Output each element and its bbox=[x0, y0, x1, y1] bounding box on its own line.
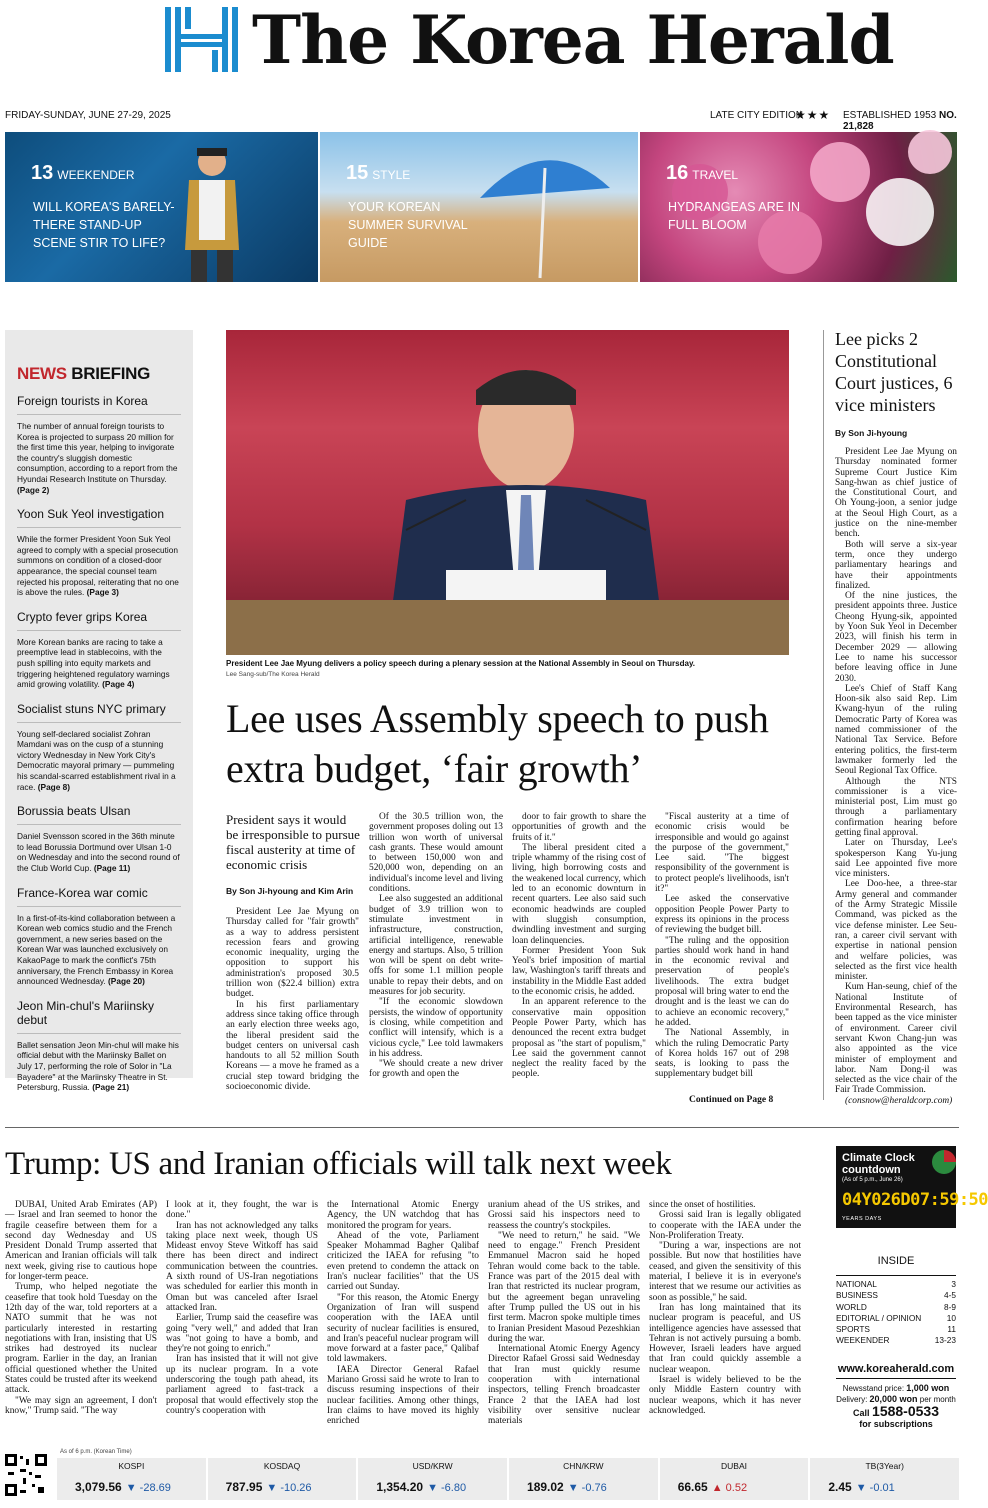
briefing-item-body: More Korean banks are racing to take a preemptive lead in stablecoins, with the push spilling into equity markets and triggering heightened regulatory warnings amid growing volatility. (Page 4) bbox=[17, 636, 170, 690]
promo-weekender[interactable] bbox=[5, 132, 318, 282]
market-as-of: As of 6 p.m. (Korean Time) bbox=[60, 1449, 132, 1455]
inside-index bbox=[836, 1255, 956, 1347]
side-story-body: President Lee Jae Myung on Thursday nominated former Supreme Court Justice Kim Sang-hwan as chief justice of the Constitutional Court, and Oh Young-joon, a senior judge at the Seoul High Court, as a justice on the nine-member bench. Both will serve a six-year term, once they undergo parliamentary hearings and have their appointments finalized. Of the nine justices, the president appoints three. Justice Cheong Hyung-sik, appointed by Yoon Suk Yeol in December 2023, will finish his term in December 2029 — allowing Lee to name his successor before leaving office in June 2030. Lee's Chief of Staff Kang Hoon-sik also said Rep. Lim Kwang-hyun of the ruling Democratic Party of Korea was named commissioner of the National Tax Service. Before entering politics, the first-term lawmaker formerly led the Seoul Regional Tax Office. Although the NTS commissioner is a vice-ministerial post, Lim must go through a parliamentary confirmation hearing before getting final approval. Later on Thursday, Lee's spokesperson Kang Yu-jung said Lee appointed five more vice ministers. Lee Doo-hee, a three-star Army general and commander of the Army Strategic Missile Command, was picked as the vice defense minister. Lee Seu-ran, a career civil servant with expertise in national pension and welfare policies, was selected as the first vice health minister. Kum Han-seung, chief of the National Institute of Environmental Research, has been tapped as the vice minister of environment. Career civil servant Kwon Chang-jun was also appointed as the vice minister of employment and labor. Nam Dong-il was selected as the vice chair of the Fair Trade Commission. (consnow@heraldcorp.com) bbox=[835, 447, 957, 1106]
briefing-item-title: Borussia beats Ulsan bbox=[17, 804, 181, 825]
briefing-item-title: Crypto fever grips Korea bbox=[17, 610, 181, 631]
briefing-item[interactable] bbox=[17, 886, 181, 987]
climate-clock-digits: 04Y026D07:59:50 bbox=[842, 1190, 988, 1210]
paper-name: The Korea Herald bbox=[252, 1, 894, 79]
edition-label: LATE CITY EDITION bbox=[710, 110, 803, 121]
market-chn-krw: CHN/KRW 189.02 ▼ -0.76 bbox=[507, 1458, 658, 1500]
briefing-item-title: Jeon Min-chul's Mariinsky debut bbox=[17, 999, 181, 1034]
briefing-item[interactable] bbox=[17, 610, 181, 690]
edition-stars: ★★★ bbox=[795, 108, 831, 122]
briefing-item[interactable] bbox=[17, 702, 181, 793]
main-photo bbox=[226, 330, 789, 655]
inside-row[interactable]: EDITORIAL / OPINION 10 bbox=[836, 1312, 956, 1323]
inside-row[interactable]: SPORTS 11 bbox=[836, 1324, 956, 1335]
market-kospi: KOSPI 3,079.56 ▼ -28.69 bbox=[55, 1458, 206, 1500]
promo-headline: HYDRANGEAS ARE IN FULL BLOOM bbox=[668, 200, 800, 232]
president-speech-photo-icon bbox=[226, 330, 789, 655]
climate-clock-units: YEARS DAYS bbox=[842, 1216, 882, 1222]
main-story-column-4: "Fiscal austerity at a time of economic crisis would be irresponsible and would go against the purpose of the government," Lee said. "The biggest responsibility of the government is to protect people's livelihoods, isn't it?" Lee asked the conservative opposition People Power Party to express its opinions in the process of reviewing the budget bill. "The ruling and the opposition parties should work hand in hand in the economic revival and preservation of people's livelihoods. The extra budget proposal will bring water to end the drought and is the least we can do to achieve an economic recovery," he added. The National Assembly, in which the ruling Democratic Party of Korea holds 167 out of 298 seats, is looking to pass the supplementary budget bill bbox=[655, 812, 789, 1080]
inside-title: INSIDE bbox=[877, 1255, 915, 1267]
subscription-info: Call 1588-0533 for subscriptions bbox=[853, 1403, 939, 1429]
briefing-title: NEWS BRIEFING bbox=[17, 364, 151, 383]
side-headline[interactable]: Lee picks 2 Constitutional Court justices, 6 vice ministers bbox=[835, 329, 953, 415]
climate-clock-title: Climate Clock countdown bbox=[842, 1152, 915, 1176]
promo-page-number: 16 TRAVEL bbox=[666, 162, 739, 184]
comedian-photo-icon bbox=[177, 140, 247, 282]
briefing-item-title: Yoon Suk Yeol investigation bbox=[17, 507, 181, 528]
briefing-item-body: Young self-declared socialist Zohran Mamdani was on the cusp of a stunning victory Wednesday in New York City's Democratic mayoral primary — pummeling his scandal-scarred establishment rival in a race. (Page 8) bbox=[17, 728, 176, 792]
main-story-column-2: Of the 30.5 trillion won, the government proposes doling out 13 trillion won worth of universal cash grants. These would amount to between 150,000 won and 520,000 won, depending on an individual's income level and living conditions. Lee also suggested an additional budget of 3.9 trillion won to stimulate investment in infrastructure, construction, artificial intelligence, renewable energy and startups. Also, 5 trillion won will be spent on debt write-offs for some 1.1 million people unable to repay their debts, and on measures for job security. "If the economic slowdown persists, the window of opportunity is closing, while competition and conflict will intensify, which is a vicious cycle," Lee told lawmakers in his address. "We should create a new driver for growth and open the bbox=[369, 812, 503, 1080]
briefing-item-title: Socialist stuns NYC primary bbox=[17, 702, 181, 723]
inside-row[interactable]: WORLD 8-9 bbox=[836, 1301, 956, 1312]
briefing-item-title: France-Korea war comic bbox=[17, 886, 181, 907]
main-story-column-1: President Lee Jae Myung on Thursday called for "fair growth" as a way to address persistent recession fears and growing economic inequality, urging the opposition to support his administration's proposed 30.5 trillion won ($22.4 billion) extra budget. In his first parliamentary address since taking office through an early election three weeks ago, the liberal president said the budget centers on universal cash handouts to all 52 million South Koreans — a move he framed as a crucial step toward bridging the socioeconomic divide. bbox=[226, 907, 359, 1093]
market-tb-3year: TB(3Year) 2.45 ▼ -0.01 bbox=[808, 1458, 959, 1500]
second-story-column-2: I look at it, they fought, the war is done." Iran has not acknowledged any talks taking place next week, though US Mideast envoy Steve Witkoff has said there has been direct and indirect communication between the countries. A sixth round of US-Iran negotiations was scheduled for earlier this month in Oman but was canceled after Israel attacked Iran. Earlier, Trump said the ceasefire was going "very well," and added that Iran was "not going to have a bomb, and they're not going to enrich." Iran has insisted that it will not give up its nuclear program. In a vote underscoring the tough path ahead, its parliament agreed to fast-track a proposal that would effectively stop the country's cooperation with bbox=[166, 1200, 318, 1416]
price-info: Newsstand price: 1,000 won Delivery: 20,000 won per month bbox=[836, 1383, 956, 1404]
briefing-item-body: In a first-of-its-kind collaboration between a Korean web comics studio and the French government, a new series based on the Korean War was launched exclusively on KakaoPage to mark the conflict's 75th anniversary, the French Embassy in Korea announced Wednesday. (Page 20) bbox=[17, 912, 176, 987]
inside-row[interactable]: NATIONAL 3 bbox=[836, 1279, 956, 1289]
photo-caption: President Lee Jae Myung delivers a policy speech during a plenary session at the National Assembly in Seoul on Thursday. bbox=[226, 659, 696, 668]
second-story-column-1: DUBAI, United Arab Emirates (AP) — Israel and Iran seemed to honor the fragile ceasefire between them for a second day Wednesday and US President Donald Trump asserted that American and Iranian officials will talk next week, giving rise to cautious hope for longer-term peace. Trump, who helped negotiate the ceasefire that took hold Tuesday on the 12th day of the war, told reporters at a NATO summit that he was not particularly interested in restarting negotiations with Iran, insisting that US strikes had destroyed its nuclear program. Earlier in the day, an Iranian official questioned whether the United States could be trusted after its weekend attack. "We may sign an agreement, I don't know," Trump said. "The way bbox=[5, 1200, 157, 1416]
briefing-item[interactable] bbox=[17, 394, 181, 495]
subscription-phone: 1588-0533 bbox=[872, 1403, 939, 1419]
market-kosdaq: KOSDAQ 787.95 ▼ -10.26 bbox=[206, 1458, 357, 1500]
promo-headline: YOUR KOREAN SUMMER SURVIVAL GUIDE bbox=[348, 200, 468, 250]
website-rule bbox=[836, 1378, 956, 1379]
issue-number: NO. 21,828 bbox=[843, 110, 957, 132]
market-ticker bbox=[55, 1458, 959, 1500]
main-story-column-3: door to fair growth to share the opportunities of growth and the fruits of it." The liberal president cited a triple whammy of the rising cost of living, high borrowing costs and the weakened local currency, which led to an economic downturn in recent quarters. Lee also said such economic headwinds are coupled with sluggish consumption, dwindling investment and surging loan delinquencies. Former President Yoon Suk Yeol's brief imposition of martial law, Washington's tariff threats and instability in the Middle East added to the economic crisis, he added. In an apparent reference to the conservative main opposition People Power Party, which has denounced the recent extra budget proposal as "the start of populism," Lee said the government cannot neglect the reality faced by the people. bbox=[512, 812, 646, 1080]
dateline bbox=[5, 108, 959, 132]
promo-headline: WILL KOREA'S BARELY-THERE STAND-UP SCENE STIR TO LIFE? bbox=[33, 200, 175, 250]
continued-link[interactable]: Continued on Page 8 bbox=[689, 1095, 774, 1105]
promo-travel[interactable] bbox=[640, 132, 957, 282]
briefing-item-body: The number of annual foreign tourists to Korea is projected to surpass 20 million for the first time this year, helping to invigorate the country's sluggish domestic consumption, according to a report from the Hyundai Research Institute on Thursday. (Page 2) bbox=[17, 421, 178, 495]
briefing-item-title: Foreign tourists in Korea bbox=[17, 394, 181, 415]
qr-code-icon[interactable] bbox=[5, 1454, 47, 1496]
market-usd-krw: USD/KRW 1,354.20 ▼ -6.80 bbox=[356, 1458, 507, 1500]
inside-row[interactable]: BUSINESS 4-5 bbox=[836, 1290, 956, 1301]
briefing-item[interactable] bbox=[17, 804, 181, 873]
korea-herald-h-logo-icon bbox=[165, 7, 238, 72]
second-story-column-3: the International Atomic Energy Agency, the UN watchdog that has monitored the program for years. Ahead of the vote, Parliament Speaker Mohammad Bagher Qalibaf criticized the IAEA for refusing "to even pretend to condemn the attack on Iran's nuclear facilities" that the US carried out Sunday. "For this reason, the Atomic Energy Organization of Iran will suspend cooperation with the IAEA until security of nuclear facilities is ensured, and Iran's peaceful nuclear program will move forward at a faster pace," Qalibaf told lawmakers. IAEA Director General Rafael Mariano Grossi said he wrote to Iran to discuss resuming inspections of their nuclear facilities. Among other things, Iran claims to have moved its highly enriched bbox=[327, 1200, 479, 1427]
section-divider bbox=[5, 1127, 959, 1128]
established-info: ESTABLISHED 1953 NO. 21,828 bbox=[843, 110, 957, 132]
main-deck: President says it would be irresponsible to pursue fiscal austerity at time of economic crisis bbox=[226, 812, 360, 872]
briefing-item[interactable] bbox=[17, 999, 181, 1093]
promo-page-number: 15 STYLE bbox=[346, 162, 411, 184]
website-link[interactable]: www.koreaherald.com bbox=[837, 1363, 955, 1375]
masthead bbox=[0, 0, 964, 100]
news-briefing bbox=[5, 330, 193, 1093]
second-story-column-4: uranium ahead of the US strikes, and Grossi said his inspectors need to reassess the country's stockpiles. "We need to return," he said. "We need to engage." French President Emmanuel Macron said he hoped Tehran would come back to the table. France was part of the 2015 deal with Iran that restricted its nuclear program, but the agreement began unraveling after Trump pulled the US out in his first term. Macron spoke multiple times to Iranian President Masoud Pezeshkian during the war. International Atomic Energy Agency Director Rafael Grossi said Wednesday that Iran must quickly resume cooperation with international inspectors, telling French broadcaster France 2 that the IAEA had lost visibility over sensitive nuclear materials bbox=[488, 1200, 640, 1427]
market-dubai: DUBAI 66.65 ▲ 0.52 bbox=[658, 1458, 809, 1500]
promo-page-number: 13 WEEKENDER bbox=[31, 162, 135, 184]
inside-rule bbox=[836, 1275, 956, 1276]
climate-clock-subtitle: (As of 5 p.m., June 26) bbox=[842, 1177, 903, 1183]
second-story-column-5: since the onset of hostilities. Grossi said Iran is legally obligated to cooperate with the IAEA under the Non-Proliferation Treaty. "During a war, inspections are not possible. But now that hostilities have ceased, and given the sensitivity of this material, I believe it is in everyone's interest that we resume our activities as soon as possible," he said. Iran has long maintained that its nuclear program is peaceful, and US intelligence agencies have assessed that Tehran is not actively pursuing a bomb. However, Israeli leaders have argued that Iran could quickly assemble a nuclear weapon. Israel is widely believed to be the only Middle Eastern country with nuclear weapons, which it has never acknowledged. bbox=[649, 1200, 801, 1416]
main-headline[interactable]: Lee uses Assembly speech to push extra budget, ‘fair growth’ bbox=[226, 696, 769, 791]
column-rule bbox=[823, 330, 824, 1100]
inside-row[interactable]: WEEKENDER 13-23 bbox=[836, 1335, 956, 1346]
issue-date: FRIDAY-SUNDAY, JUNE 27-29, 2025 bbox=[5, 110, 171, 121]
briefing-item-body: Daniel Svensson scored in the 36th minute to lead Borussia Dortmund over Ulsan 1-0 on Wednesday and into the second round of the Club World Cup. (Page 11) bbox=[17, 831, 180, 874]
briefing-item-body: Ballet sensation Jeon Min-chul will make his official debut with the Mariinsky Ballet on July 17, performing the role of Solor in "La Bayadere" at the Mariinsky Theatre in St. Petersburg, Russia. (Page 21) bbox=[17, 1039, 179, 1093]
main-byline: By Son Ji-hyoung and Kim Arin bbox=[226, 886, 354, 896]
briefing-item[interactable] bbox=[17, 507, 181, 598]
second-headline[interactable]: Trump: US and Iranian officials will talk next week bbox=[5, 1146, 672, 1182]
briefing-item-body: While the former President Yoon Suk Yeol agreed to comply with a special prosecution summons on condition of a closed-door appearance, the special counsel team rejected his proposal, reiterating that no one is above the rules. (Page 3) bbox=[17, 534, 179, 598]
photo-credit: Lee Sang-sub/The Korea Herald bbox=[226, 671, 320, 678]
promo-style[interactable] bbox=[320, 132, 638, 282]
side-byline: By Son Ji-hyoung bbox=[835, 428, 908, 438]
climate-clock bbox=[836, 1146, 988, 1228]
